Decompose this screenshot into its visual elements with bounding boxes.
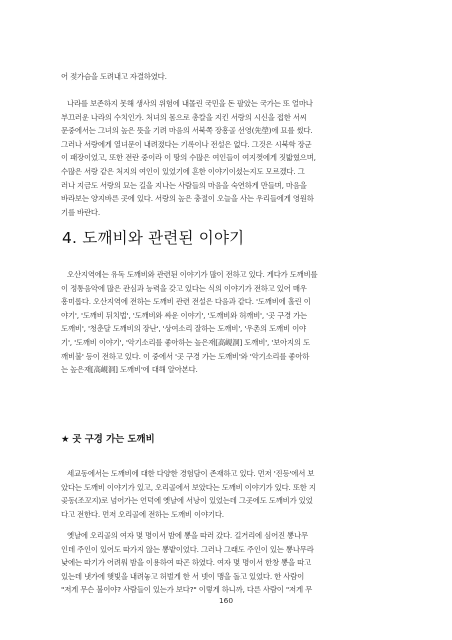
text-line: 곶동(조꼬지)로 넘어가는 언덕에 옛날에 서낭이 있었는데 그곳에도 도깨비가 있었	[61, 496, 313, 506]
text-line: 도깨비', '청춘달 도깨비의 장난', '상여소리 잘하는 도깨비', '우촌의 도깨비 이야	[61, 324, 306, 334]
text-line: 세교동에서는 도깨비에 대한 다양한 경험담이 존재하고 있다. 먼저 '진등'에서 보	[67, 469, 315, 478]
text-line: 옛날에 오리골의 여자 몇 명이서 밤에 뽕을 따러 갔다. 길거리에 심어진 뽕나무	[67, 531, 308, 540]
subheading-text: 곳 구경 가는 도깨비	[72, 434, 155, 445]
text-line: 깨비불' 등이 전하고 있다. 이 중에서 '곳 구경 가는 도깨비'와 '악기소리를 좋아하	[61, 351, 310, 361]
text-line: 았다는 도깨비 이야기가 있고, 오리골에서 보았다는 도깨비 이야기가 있다. 또한 지	[61, 482, 316, 492]
text-line: "저게 무슨 불이야? 사람들이 있는가 보다?" 이렇게 하니까, 다른 사람이 "저게 무	[61, 585, 313, 595]
text-line: 이 패장이었고, 또한 전란 중이라 이 땅의 수많은 여인들이 여지껏에게 짓밟혔으며,	[61, 153, 316, 163]
text-line: 기를 바란다.	[61, 207, 100, 217]
text-line: 오산지역에는 유독 도깨비와 관련된 이야기가 많이 전하고 있다. 게다가 도깨비를	[67, 270, 318, 279]
intro-text	[61, 70, 397, 84]
text-line: 문중에서는 그녀의 높은 뜻을 기려 마음의 서북쪽 장흥골 선영(先塋)에 묘를 썼다.	[61, 126, 313, 136]
text-line: 러나 지금도 서랑의 묘는 길을 지나는 사람들의 마음을 숙연하게 만들며, 마음을	[61, 180, 307, 190]
star-icon: ★	[61, 434, 70, 445]
text-line: 수많은 서랑 같은 처지의 여인이 있었기에 흔한 이야기이셨는지도 모르겠다. 그	[61, 166, 305, 176]
paragraph-seo-rang	[61, 97, 397, 219]
text-line: 어 젖가슴을 도려내고 자결하였다.	[61, 72, 167, 81]
paragraph-dokkaebi-intro	[61, 268, 397, 377]
text-line: 는 높은재[高峴洞] 도깨비'에 대해 알아본다.	[61, 365, 198, 375]
text-line: 부끄러운 나라의 수치인가. 처녀의 몸으로 총칼을 지킨 서랑의 시신을 접한 서씨	[61, 112, 307, 122]
text-line: 바라보는 양지바른 곳에 있다. 서랑의 높은 충절이 오늘을 사는 우리들에게 영원하	[61, 194, 314, 204]
text-line: 낮에는 따기가 어려워 밤을 이용하여 따곤 하였다. 여자 몇 명이서 한창 뽕을 따고	[61, 558, 312, 568]
chapter-title: 4. 도깨비와 관련된 이야기	[62, 229, 245, 247]
text-line: 흥미롭다. 오산지역에 전하는 도깨비 관련 전설은 다음과 같다. '도깨비에 홀린 이	[61, 297, 311, 307]
text-line: 야기', '도깨비 뒤치법', '도깨비와 싸운 이야기', '도깨비와 허깨비', '곳 구경 가는	[61, 310, 307, 320]
text-line: 있는데 냇가에 햇빛을 내려놓고 허벌게 한 서 넷이 맹을 돌고 있었다. 한 사람이	[61, 571, 305, 581]
section-subheading	[61, 431, 155, 445]
text-line: 기', '도깨비 이야기', '악기소리를 좋아하는 높은재[高峴洞] 도깨비', '보아지의 도	[61, 337, 310, 347]
text-line: 그러나 서랑에게 열녀문이 내려졌다는 기록이나 전설은 없다. 그것은 시북학 장군	[61, 139, 312, 149]
text-line: 다고 전한다. 먼저 오리골에 전하는 도깨비 이야기다.	[61, 509, 224, 519]
paragraph-origol	[61, 529, 397, 597]
page-number: 160	[218, 596, 234, 605]
text-line: 나라를 보존하지 못해 생사의 위험에 내몰린 국민을 돈 팔았는 국가는 또 얼마나	[67, 99, 313, 108]
text-line: 인데 주인이 있어도 따가지 않는 뽕밭이었다. 그러나 그래도 주인이 있는 뽕나무라	[61, 544, 314, 554]
text-line: 이 정통음악에 많은 관심과 능력을 갖고 있다는 식의 이야기가 전하고 있어 매우	[61, 283, 307, 293]
paragraph-segyo	[61, 467, 397, 521]
